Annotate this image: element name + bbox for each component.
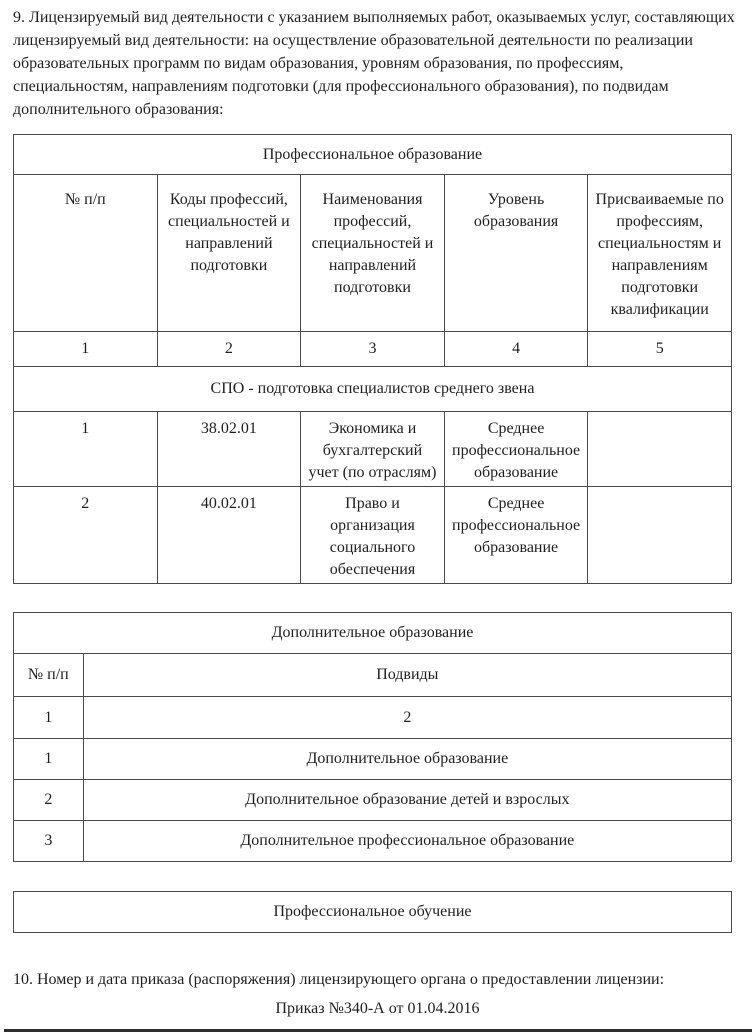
column-number: 1 xyxy=(14,332,158,367)
professional-education-title: Профессиональное образование xyxy=(14,135,732,175)
cell-name: Право и организация социального обеспечения xyxy=(301,487,445,584)
cell-level: Среднее профессиональное образование xyxy=(444,412,588,487)
cell-name: Экономика и бухгалтерский учет (по отраслям) xyxy=(301,412,445,487)
cell-level: Среднее профессиональное образование xyxy=(444,487,588,584)
paragraph-10: 10. Номер и дата приказа (распоряжения) лицензирующего органа о предоставлении лицензии: xyxy=(13,971,665,988)
table-row xyxy=(14,487,732,584)
table-row xyxy=(14,821,732,862)
column-number: 2 xyxy=(157,332,301,367)
column-header-names: Наименования профессий, специальностей и направлений подготовки xyxy=(301,175,445,332)
column-header-level: Уровень образования xyxy=(444,175,588,332)
table-row xyxy=(14,739,732,780)
cell-num: 1 xyxy=(14,739,84,780)
column-header-num: № п/п xyxy=(14,175,158,332)
professional-education-table xyxy=(13,134,732,584)
table-row xyxy=(14,412,732,487)
table-title-row xyxy=(14,892,732,933)
cell-code: 40.02.01 xyxy=(157,487,301,584)
column-number: 3 xyxy=(301,332,445,367)
column-number: 5 xyxy=(588,332,732,367)
vocational-training-table xyxy=(13,891,732,933)
cell-subtype: Дополнительное образование детей и взрослых xyxy=(83,780,731,821)
column-number: 4 xyxy=(444,332,588,367)
table-title-row xyxy=(14,613,732,654)
paragraph-9: 9. Лицензируемый вид деятельности с указанием выполняемых работ, оказываемых услуг, составляющих лицензируемый вид деятельности: на осуществление образовательной деятельности по реализации образовательных программ по видам образования, уровням образования, по профессиям, специальностям, направлениям подготовки (для профессионального образования), по подвидам дополнительного образования: xyxy=(13,9,735,118)
cell-qualification xyxy=(588,487,732,584)
cell-subtype: Дополнительное образование xyxy=(83,739,731,780)
spo-section-header: СПО - подготовка специалистов среднего звена xyxy=(14,367,732,412)
table-header-row xyxy=(14,654,732,697)
section-header-row xyxy=(14,367,732,412)
column-number: 1 xyxy=(14,697,84,739)
vocational-training-title: Профессиональное обучение xyxy=(14,892,732,933)
cell-num: 2 xyxy=(14,487,158,584)
column-number-row xyxy=(14,332,732,367)
column-header-num: № п/п xyxy=(14,654,84,697)
additional-education-title: Дополнительное образование xyxy=(14,613,732,654)
cell-qualification xyxy=(588,412,732,487)
column-header-subtypes: Подвиды xyxy=(83,654,731,697)
cell-num: 2 xyxy=(14,780,84,821)
column-header-codes: Коды профессий, специальностей и направлений подготовки xyxy=(157,175,301,332)
column-header-qualifications: Присваиваемые по профессиям, специальностям и направлениям подготовки квалификации xyxy=(588,175,732,332)
cell-num: 3 xyxy=(14,821,84,862)
additional-education-table xyxy=(13,612,732,862)
table-title-row xyxy=(14,135,732,175)
cell-code: 38.02.01 xyxy=(157,412,301,487)
column-number: 2 xyxy=(83,697,731,739)
table-header-row xyxy=(14,175,732,332)
column-number-row xyxy=(14,697,732,739)
order-number-line: Приказ №340-А от 01.04.2016 xyxy=(275,1000,480,1017)
cell-subtype: Дополнительное профессиональное образование xyxy=(83,821,731,862)
table-row xyxy=(14,780,732,821)
cell-num: 1 xyxy=(14,412,158,487)
